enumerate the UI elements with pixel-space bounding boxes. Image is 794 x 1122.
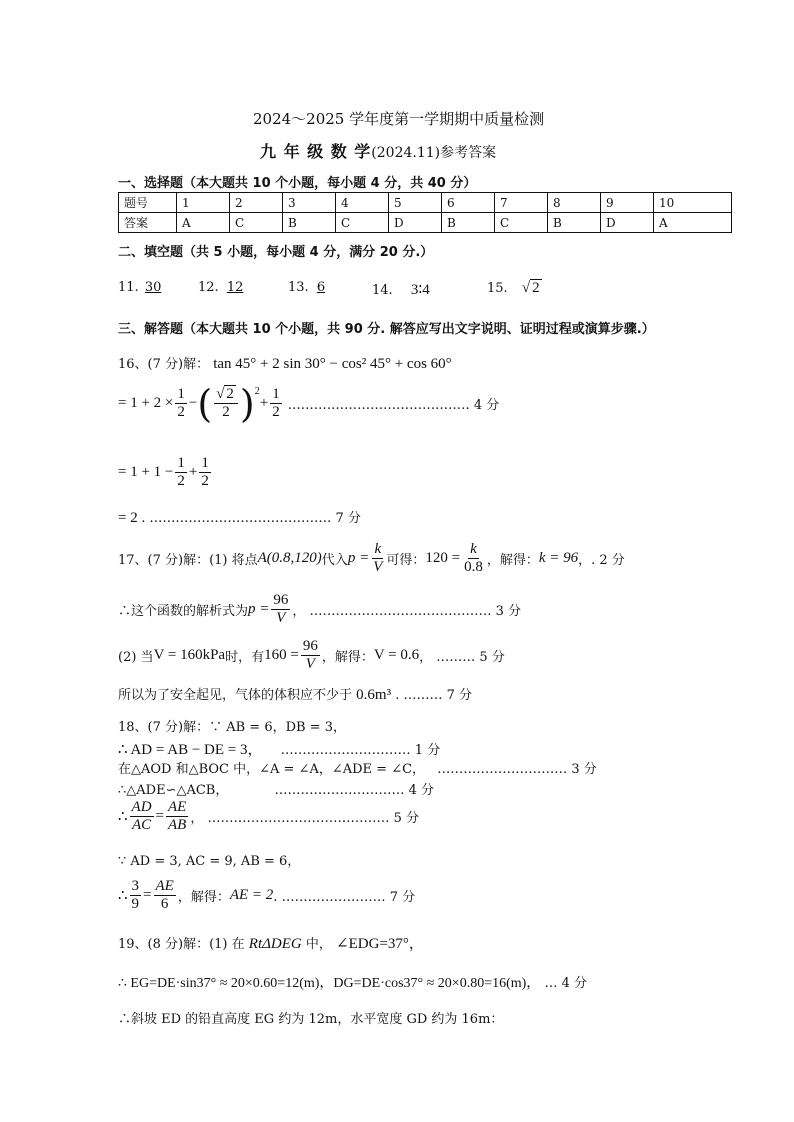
math-text: ∴ <box>118 888 128 905</box>
numerator: 1 <box>270 386 282 404</box>
table-row-numbers <box>119 193 732 213</box>
math-text: ∴ EG=DE·sin37° ≈ 20×0.60=12(m)，DG=DE·cos37° ≈ 20×0.80=16(m)， <box>118 976 541 991</box>
text: 19、(8 分)解：(1) 在 <box>118 937 245 952</box>
math-text: 120 = <box>425 550 461 567</box>
table-cell: 4 <box>336 193 389 213</box>
answer-table <box>118 192 732 233</box>
math-text: − <box>188 395 198 412</box>
fill-item-14 <box>372 280 430 299</box>
fraction <box>270 386 282 422</box>
section2-heading: 二、填空题（共 5 小题，每小题 4 分，满分 20 分.） <box>118 245 434 260</box>
denominator: 9 <box>131 896 140 913</box>
fraction <box>154 878 176 914</box>
table-cell: B <box>283 213 336 233</box>
math-text: ∴ AD = AB − DE = 3， <box>118 742 263 758</box>
q17-line3 <box>118 638 505 674</box>
math-text: AE = 2 <box>229 887 274 904</box>
score-note: …………………………………… 7 分 <box>149 511 361 526</box>
math-text: V = 0.6 <box>373 647 420 664</box>
table-cell: D <box>389 213 442 233</box>
table-cell: 1 <box>177 193 230 213</box>
denominator: 2 <box>201 473 209 490</box>
denominator: AC <box>131 817 152 834</box>
subtitle-main: 九 年 级 数 学 <box>260 142 372 161</box>
numerator: 96 <box>271 592 290 610</box>
fraction <box>166 799 188 835</box>
fill-answer: √ 2 <box>521 280 540 296</box>
numerator: 1 <box>175 386 187 404</box>
subtitle-rest: (2024.11)参考答案 <box>371 145 497 161</box>
text: (2) 当 <box>118 650 154 666</box>
text: ∴这个函数的解析式为 <box>118 604 249 620</box>
fill-num: 11. <box>118 280 139 295</box>
score-note: . …………………… 7 分 <box>273 890 416 906</box>
fraction <box>130 878 142 914</box>
page-title: 2024～2025 学年度第一学期期中质量检测 <box>253 110 545 128</box>
q18-line7 <box>118 878 415 914</box>
q18-line2 <box>118 738 440 759</box>
table-cell: D <box>601 213 654 233</box>
fraction <box>271 592 290 628</box>
sqrt-radicand: 2 <box>226 386 234 402</box>
math-text: 0.6m³ <box>356 687 392 703</box>
denominator: V <box>276 610 286 627</box>
section1-heading: 一、选择题（本大题共 10 个小题，每小题 4 分，共 40 分） <box>118 176 477 191</box>
text: ，解得： <box>177 890 230 906</box>
math-text: RtΔDEG <box>248 936 302 952</box>
fraction <box>175 386 187 422</box>
numerator: AE <box>166 799 188 817</box>
text: 可得： <box>386 553 426 569</box>
denominator: 2 <box>177 473 185 490</box>
table-cell: 8 <box>548 193 601 213</box>
score-note: ，. 2 分 <box>578 553 625 569</box>
q16-step2 <box>118 455 213 491</box>
fraction <box>371 541 384 577</box>
q16-step1 <box>118 381 500 426</box>
math-text: V = 160kPa <box>153 647 226 664</box>
table-cell: 9 <box>601 193 654 213</box>
q19-line3: ∴斜坡 ED 的铅直高度 EG 约为 12m，水平宽度 GD 约为 16m： <box>118 1012 504 1027</box>
sqrt-radicand: 2 <box>532 280 540 296</box>
text: 17、(7 分)解：(1) 将点 <box>118 553 258 569</box>
denominator: V <box>305 656 315 673</box>
fill-num: 12. <box>198 280 219 295</box>
denominator: 2 <box>177 404 185 421</box>
text: 在△AOD 和△BOC 中，∠A = ∠A，∠ADE = ∠C， <box>118 762 426 777</box>
fill-item-11 <box>118 280 163 295</box>
math-text: = 1 + 1 − <box>118 464 174 481</box>
fraction <box>214 386 238 422</box>
math-text: = <box>143 887 152 904</box>
math-text: + <box>188 464 198 481</box>
table-cell: 10 <box>654 193 732 213</box>
q19-line2 <box>118 972 587 992</box>
numerator: √ 2 <box>214 386 238 404</box>
numerator: 1 <box>199 455 211 473</box>
numerator: AD <box>130 799 154 817</box>
math-text: 160 = <box>264 647 299 664</box>
text: 代入 <box>321 553 348 569</box>
math-text: = 1 + 2 × <box>118 395 174 412</box>
table-cell: C <box>230 213 283 233</box>
math-text: = 2 . <box>118 510 146 526</box>
score-note: …………………………………… 4 分 <box>287 398 500 414</box>
math-text: A(0.8,120) <box>257 550 322 567</box>
page-subtitle <box>260 139 496 162</box>
fill-num: 14. <box>372 283 393 298</box>
table-header-cell: 答案 <box>119 213 177 233</box>
math-text: ∠EDG=37°， <box>336 936 424 952</box>
fraction <box>199 455 211 491</box>
text: 时，有 <box>225 650 265 666</box>
math-text: p = <box>347 550 370 567</box>
score-note: ， …………………………………… 3 分 <box>292 604 522 620</box>
numerator: 96 <box>301 638 320 656</box>
q18-line6: ∵ AD = 3, AC = 9, AB = 6， <box>118 854 301 869</box>
denominator: 2 <box>272 404 280 421</box>
score-note: ， ……… 5 分 <box>419 650 505 666</box>
numerator: AE <box>154 878 176 896</box>
text: ，解得： <box>321 650 374 666</box>
fraction <box>130 799 154 835</box>
exponent: 2 <box>254 386 260 397</box>
q16-statement <box>118 353 452 373</box>
table-cell: A <box>177 213 230 233</box>
right-paren: ) <box>239 381 255 426</box>
table-row-answers <box>119 213 732 233</box>
score-note: ………………………… 3 分 <box>437 762 597 777</box>
score-note: . ……… 7 分 <box>395 688 473 703</box>
score-note: … 4 分 <box>544 976 587 991</box>
table-cell: C <box>495 213 548 233</box>
fraction <box>175 455 187 491</box>
left-paren: ( <box>197 381 213 426</box>
table-cell: A <box>654 213 732 233</box>
section3-heading: 三、解答题（本大题共 10 个小题，共 90 分. 解答应写出文字说明、证明过程或演算步骤.） <box>118 322 655 337</box>
q18-line1: 18、(7 分)解：∵ AB = 6，DB = 3， <box>118 720 346 735</box>
table-cell: 5 <box>389 193 442 213</box>
text: 中， <box>305 937 332 952</box>
q16-label: 16、(7 分)解： <box>118 357 210 372</box>
fill-num: 15. <box>487 281 508 296</box>
table-cell: 7 <box>495 193 548 213</box>
numerator: k <box>468 541 479 559</box>
denominator: 0.8 <box>464 559 483 576</box>
fraction <box>462 541 485 577</box>
denominator: 6 <box>160 896 169 913</box>
math-text: + <box>259 395 269 412</box>
score-note: ………………………… 1 分 <box>280 743 441 758</box>
text: ，解得： <box>486 553 539 569</box>
numerator: 3 <box>130 878 142 896</box>
table-cell: B <box>548 213 601 233</box>
text: 所以为了安全起见，气体的体积应不少于 <box>118 688 353 703</box>
fill-answer: 12 <box>226 280 244 295</box>
fill-item-13 <box>288 280 335 295</box>
q16-step3 <box>118 507 361 527</box>
denominator: 2 <box>222 404 230 421</box>
fill-answer: 3∶4 <box>410 282 430 298</box>
math-text: p = <box>248 601 270 618</box>
q17-line1 <box>118 541 625 577</box>
table-cell: C <box>336 213 389 233</box>
math-text: k = 96 <box>538 550 579 567</box>
fill-answer: 30 <box>144 280 162 295</box>
table-cell: 3 <box>283 193 336 213</box>
table-cell: 6 <box>442 193 495 213</box>
table-header-cell: 题号 <box>119 193 177 213</box>
score-note: ………………………… 4 分 <box>274 783 435 798</box>
q18-line3 <box>118 758 597 777</box>
math-text: ∴ <box>118 809 128 826</box>
q18-line4 <box>118 779 434 798</box>
table-cell: B <box>442 213 495 233</box>
text: ∴△ADE∽△ACB， <box>118 783 229 798</box>
table-cell: 2 <box>230 193 283 213</box>
numerator: 1 <box>175 455 187 473</box>
fraction <box>301 638 320 674</box>
fill-answer: 6 <box>316 280 326 295</box>
q17-line4 <box>118 684 472 704</box>
numerator: k <box>372 541 383 559</box>
fill-item-12 <box>198 280 257 295</box>
math-text: = <box>155 808 165 825</box>
fill-item-15 <box>487 280 542 297</box>
score-note: ， …………………………………… 5 分 <box>190 811 420 827</box>
denominator: AB <box>168 817 187 834</box>
q17-line2 <box>118 592 521 628</box>
denominator: V <box>373 559 383 576</box>
q19-line1 <box>118 932 424 953</box>
q18-line5 <box>118 799 419 835</box>
fill-num: 13. <box>288 280 309 295</box>
q16-expression: tan 45° + 2 sin 30° − cos² 45° + cos 60° <box>213 356 452 372</box>
